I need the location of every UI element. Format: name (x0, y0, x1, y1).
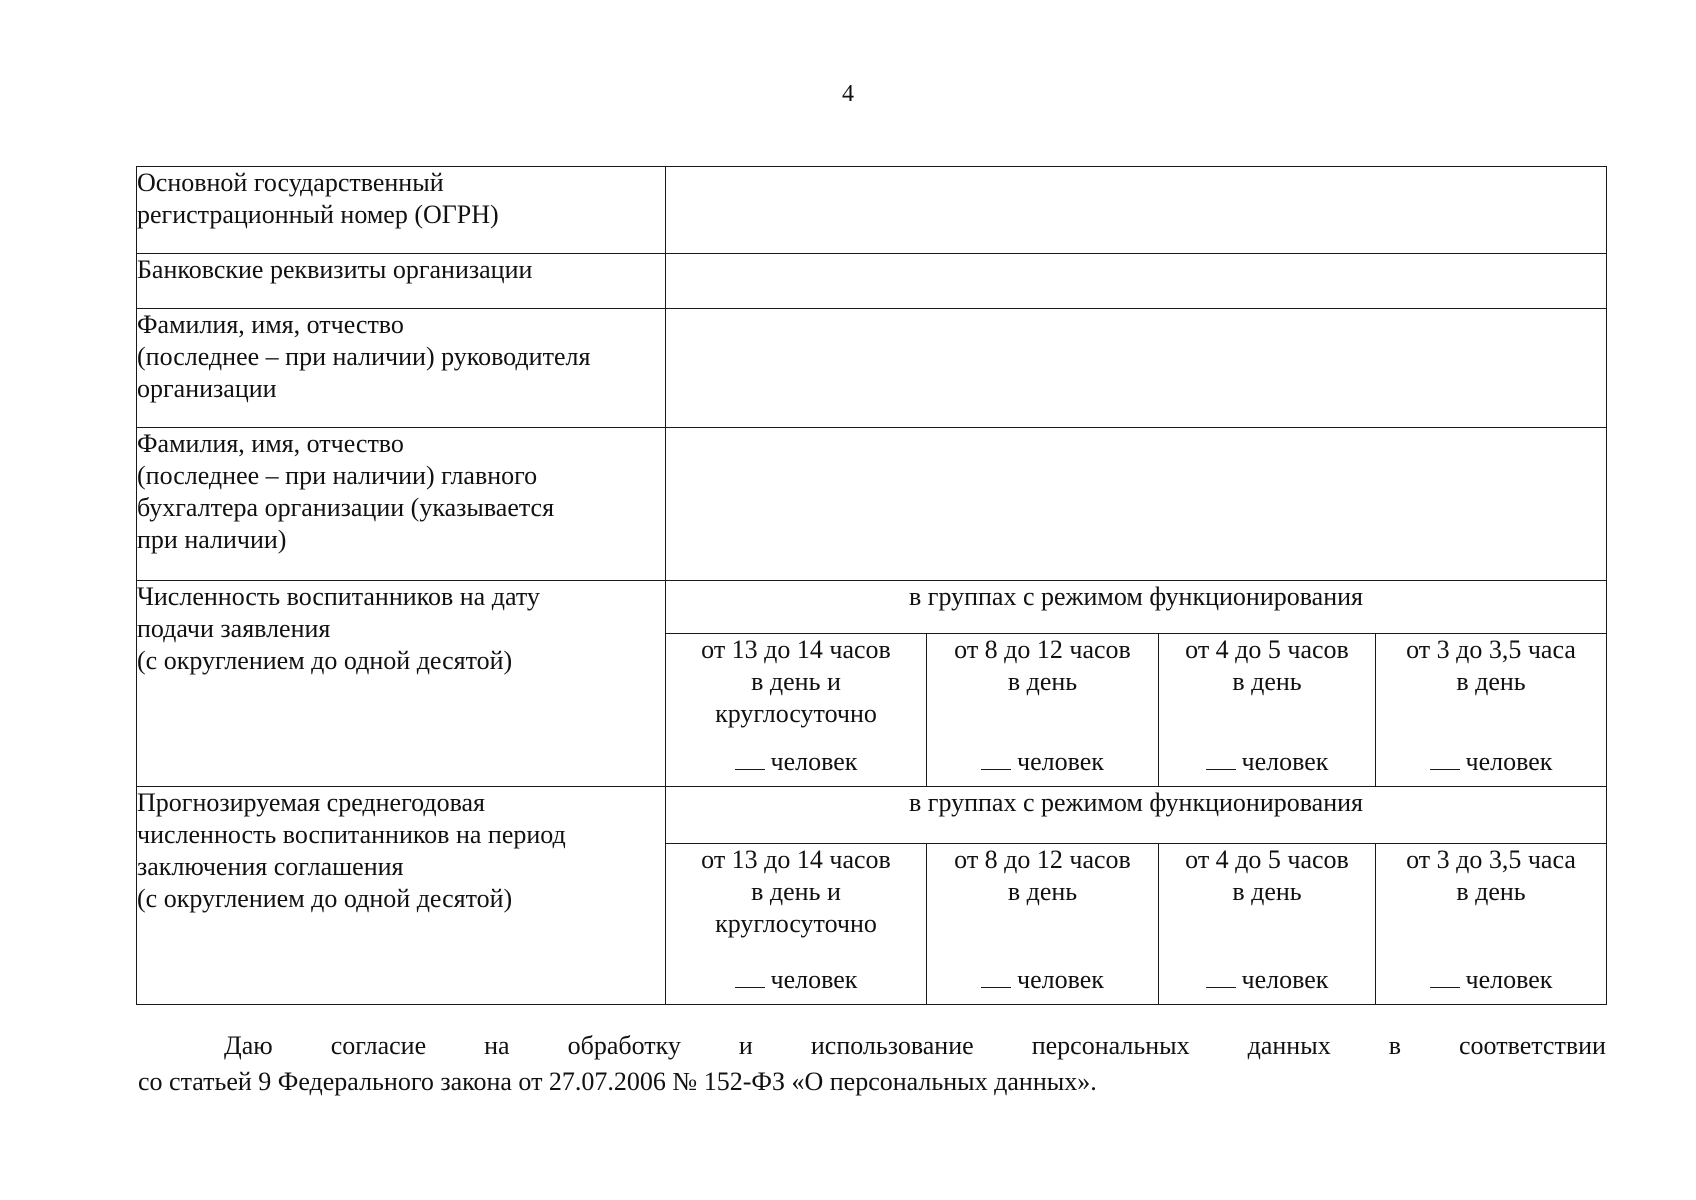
count-unit: человек (1241, 747, 1329, 776)
pupils-forecast-section (137, 787, 1607, 1005)
count-unit: человек (1017, 965, 1104, 994)
head-name-value-field[interactable] (666, 309, 1607, 428)
accountant-name-label-line: при наличии) (137, 525, 287, 554)
consent-paragraph (138, 1028, 1606, 1100)
head-name-label-line: организации (137, 374, 277, 403)
bank-details-label-line: Банковские реквизиты организации (137, 255, 533, 284)
row-accountant-name (137, 428, 1607, 581)
count-unit: человек (1465, 965, 1553, 994)
accountant-name-label-line: (последнее – при наличии) главного (137, 461, 538, 490)
mode-line: в день и (751, 877, 841, 906)
pupil-count (927, 745, 1158, 778)
ogrn-label-line: Основной государственный (137, 168, 444, 197)
pupils-current-mode-4-5 (1159, 634, 1376, 787)
count-unit: человек (1017, 747, 1104, 776)
accountant-name-label-line: Фамилия, имя, отчество (137, 429, 404, 458)
mode-line: от 3 до 3,5 часа (1406, 635, 1576, 664)
pupils-forecast-label (137, 787, 666, 1005)
pupils-current-label-line: (с округлением до одной десятой) (137, 646, 513, 675)
consent-line-2: со статьей 9 Федерального закона от 27.07.2006 № 152-ФЗ «О персональных данных». (138, 1067, 1097, 1096)
consent-word: на (484, 1031, 510, 1060)
pupils-current-mode-8-12 (927, 634, 1159, 787)
consent-word: и (738, 1031, 753, 1060)
count-blank-field[interactable] (1430, 745, 1460, 770)
count-unit: человек (1241, 965, 1329, 994)
pupil-count (1376, 963, 1606, 996)
pupil-count (927, 963, 1158, 996)
pupils-current-mode-13-14 (666, 634, 927, 787)
pupils-forecast-mode-3-3-5 (1376, 844, 1607, 1005)
bank-details-value-field[interactable] (666, 254, 1607, 309)
pupils-forecast-mode-4-5 (1159, 844, 1376, 1005)
consent-word: соответствии (1459, 1031, 1606, 1060)
count-unit: человек (770, 965, 858, 994)
consent-word: данных (1247, 1031, 1331, 1060)
pupil-count (1159, 963, 1375, 996)
pupils-current-header-row (137, 581, 1607, 634)
pupils-current-mode-header: в группах с режимом функционирования (666, 581, 1607, 634)
pupils-forecast-label-line: численность воспитанников на период (137, 820, 566, 849)
mode-line: в день (1456, 667, 1526, 696)
consent-word: персональных (1031, 1031, 1190, 1060)
ogrn-value-field[interactable] (666, 167, 1607, 254)
mode-line: от 8 до 12 часов (954, 635, 1131, 664)
count-blank-field[interactable] (981, 745, 1011, 770)
mode-line: в день (1456, 877, 1526, 906)
mode-line: в день (1232, 667, 1302, 696)
pupil-count (1159, 745, 1375, 778)
count-blank-field[interactable] (1206, 963, 1236, 988)
pupils-current-label-line: Численность воспитанников на дату (137, 582, 540, 611)
mode-line: от 4 до 5 часов (1185, 635, 1349, 664)
accountant-name-value-field[interactable] (666, 428, 1607, 581)
count-unit: человек (770, 747, 858, 776)
application-form-table (136, 166, 1607, 1005)
count-blank-field[interactable] (735, 963, 765, 988)
pupils-current-section (137, 581, 1607, 787)
pupils-forecast-label-line: Прогнозируемая среднегодовая (137, 788, 486, 817)
mode-line: в день (1007, 877, 1078, 906)
consent-word: обработку (567, 1031, 681, 1060)
pupils-forecast-label-line: заключения соглашения (137, 852, 404, 881)
pupils-current-label-line: подачи заявления (137, 614, 331, 643)
head-name-label-line: Фамилия, имя, отчество (137, 310, 404, 339)
bank-details-label (137, 254, 666, 309)
count-blank-field[interactable] (981, 963, 1011, 988)
page-number: 4 (842, 81, 854, 107)
pupil-count (666, 745, 926, 778)
mode-line: в день (1007, 667, 1078, 696)
pupils-forecast-label-line: (с округлением до одной десятой) (137, 884, 513, 913)
mode-line: от 8 до 12 часов (954, 845, 1131, 874)
mode-line: в день и (751, 667, 841, 696)
mode-line: от 4 до 5 часов (1185, 845, 1349, 874)
ogrn-label-line: регистрационный номер (ОГРН) (137, 200, 499, 229)
pupils-forecast-mode-8-12 (927, 844, 1159, 1005)
consent-word: Даю (224, 1031, 273, 1060)
head-name-label-line: (последнее – при наличии) руководителя (137, 342, 591, 371)
row-ogrn (137, 167, 1607, 254)
count-unit: человек (1465, 747, 1553, 776)
pupils-current-mode-3-3-5 (1376, 634, 1607, 787)
accountant-name-label (137, 428, 666, 581)
row-head-name (137, 309, 1607, 428)
pupils-forecast-header-row (137, 787, 1607, 844)
mode-line: круглосуточно (715, 699, 877, 728)
count-blank-field[interactable] (735, 745, 765, 770)
ogrn-label (137, 167, 666, 254)
consent-word: согласие (330, 1031, 427, 1060)
mode-line: от 13 до 14 часов (701, 845, 891, 874)
head-name-label (137, 309, 666, 428)
pupil-count (1376, 745, 1606, 778)
count-blank-field[interactable] (1206, 745, 1236, 770)
pupil-count (666, 963, 926, 996)
consent-word: в (1388, 1031, 1401, 1060)
consent-word: использование (810, 1031, 974, 1060)
mode-line: круглосуточно (715, 909, 877, 938)
pupils-forecast-mode-header: в группах с режимом функционирования (666, 787, 1607, 844)
consent-line-1 (138, 1028, 1606, 1064)
mode-line: в день (1232, 877, 1302, 906)
count-blank-field[interactable] (1430, 963, 1460, 988)
row-bank-details (137, 254, 1607, 309)
mode-line: от 13 до 14 часов (701, 635, 891, 664)
mode-line: от 3 до 3,5 часа (1406, 845, 1576, 874)
accountant-name-label-line: бухгалтера организации (указывается (137, 493, 555, 522)
pupils-forecast-mode-13-14 (666, 844, 927, 1005)
pupils-current-label (137, 581, 666, 787)
